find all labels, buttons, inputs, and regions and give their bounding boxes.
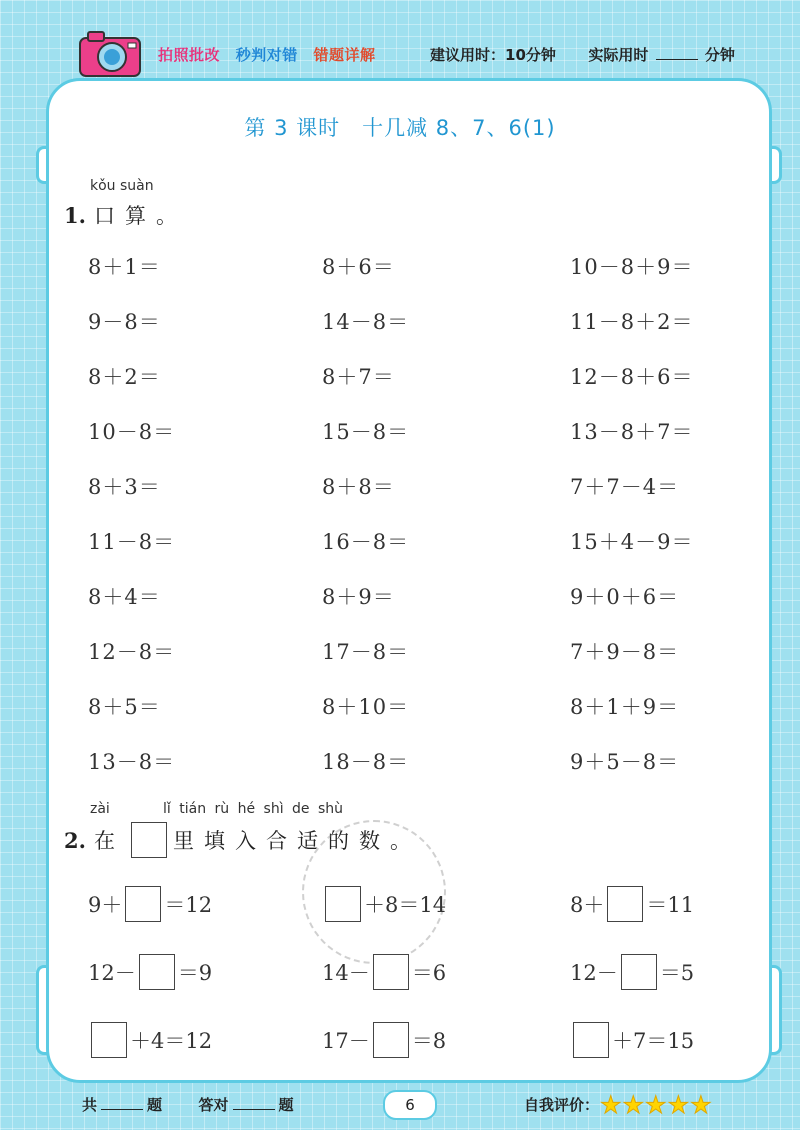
q2-item (570, 886, 694, 922)
q1-expression: 9＋0＋6＝ (570, 585, 680, 609)
q1-number: 1. (64, 203, 86, 228)
q2-pinyin-after: lǐ tián rù hé shì de shù (163, 801, 344, 817)
q1-expression: 14－8＝ (322, 310, 410, 334)
q1-expression: 9＋5－8＝ (570, 750, 680, 774)
q2-before: 14－ (322, 961, 370, 985)
answer-box[interactable] (373, 1022, 409, 1058)
q2-before: 12－ (570, 961, 618, 985)
star-icon[interactable]: ★ (622, 1090, 645, 1119)
self-evaluation (524, 1090, 712, 1119)
q1-expression: 15－8＝ (322, 420, 410, 444)
q1-expression: 8＋10＝ (322, 695, 410, 719)
answer-box[interactable] (607, 886, 643, 922)
answer-box[interactable] (373, 954, 409, 990)
tag-photo-grading: 拍照批改 (158, 46, 221, 64)
q1-char: 口 (93, 204, 115, 228)
q2-char: 合 (265, 829, 287, 853)
question-unit: 题 (147, 1096, 163, 1114)
q1-expression: 17－8＝ (322, 640, 410, 664)
q2-after: ＋7＝15 (612, 1029, 695, 1053)
question-unit: 题 (278, 1096, 294, 1114)
q1-expression: 12－8＝ (88, 640, 176, 664)
q1-expression: 7＋7－4＝ (570, 475, 680, 499)
q2-pinyin-before: zài (90, 801, 110, 817)
q2-char: 在 (93, 829, 115, 853)
star-icon[interactable]: ★ (690, 1090, 712, 1119)
q1-expression: 8＋5＝ (88, 695, 161, 719)
q2-after: ＝8 (411, 1029, 447, 1053)
q2-after: ＝6 (411, 961, 447, 985)
q1-expression: 8＋6＝ (322, 255, 395, 279)
q2-item (322, 1022, 446, 1058)
q2-item (322, 886, 446, 922)
q2-item (570, 954, 694, 990)
q2-item (88, 954, 212, 990)
q1-char: 算 (124, 204, 146, 228)
tag-error-explain: 错题详解 (313, 46, 376, 64)
q1-expression: 11－8＋2＝ (570, 310, 694, 334)
q1-expression: 8＋3＝ (88, 475, 161, 499)
page-number: 6 (383, 1090, 437, 1120)
q2-before: 12－ (88, 961, 136, 985)
answer-box[interactable] (621, 954, 657, 990)
q1-expression: 15＋4－9＝ (570, 530, 694, 554)
answer-box[interactable] (125, 886, 161, 922)
q1-expression: 8＋1＝ (88, 255, 161, 279)
answer-box[interactable] (325, 886, 361, 922)
q1-expression: 8＋8＝ (322, 475, 395, 499)
q2-item (322, 954, 446, 990)
q2-number: 2. (64, 827, 86, 853)
q2-item (88, 886, 212, 922)
self-eval-label: 自我评价： (524, 1096, 600, 1114)
q1-expression: 18－8＝ (322, 750, 410, 774)
q1-expression: 8＋1＋9＝ (570, 695, 680, 719)
q2-before: 8＋ (570, 893, 605, 917)
q1-expression: 12－8＋6＝ (570, 365, 694, 389)
q2-char: 填 (203, 829, 225, 853)
actual-time-unit: 分钟 (704, 46, 735, 64)
q1-expression: 16－8＝ (322, 530, 410, 554)
q1-expression: 13－8＝ (88, 750, 176, 774)
q1-expression: 7＋9－8＝ (570, 640, 680, 664)
q2-char: 的 (327, 829, 349, 853)
lesson-title: 第 3 课时 十几减 8、7、6(1) (244, 116, 556, 140)
q2-char: 数 (358, 829, 380, 853)
total-label: 共 (82, 1096, 98, 1114)
total-blank[interactable] (101, 1095, 143, 1110)
correct-blank[interactable] (233, 1095, 275, 1110)
q2-example-box (131, 822, 167, 858)
tag-instant-check: 秒判对错 (235, 46, 298, 64)
q2-after: ＋8＝14 (364, 893, 447, 917)
answer-box[interactable] (91, 1022, 127, 1058)
q2-before: 9＋ (88, 893, 123, 917)
q2-char: 适 (296, 829, 318, 853)
actual-time-label: 实际用时 (588, 46, 649, 64)
q1-expression: 8＋9＝ (322, 585, 395, 609)
q2-item (88, 1022, 212, 1058)
star-icon[interactable]: ★ (667, 1090, 690, 1119)
q1-expression: 8＋4＝ (88, 585, 161, 609)
q2-after: ＝5 (659, 961, 695, 985)
q2-after: ＝11 (646, 893, 695, 917)
feature-tags (158, 44, 386, 65)
score-summary (82, 1094, 294, 1115)
footer (0, 1085, 800, 1125)
q2-after: ＝12 (164, 893, 213, 917)
actual-time-blank[interactable] (656, 45, 698, 60)
camera-icon (78, 30, 142, 78)
q1-expression: 8＋7＝ (322, 365, 395, 389)
time-info (430, 44, 735, 65)
top-bar (0, 0, 800, 78)
q1-char: 。 (155, 204, 177, 228)
suggested-time: 建议用时：10分钟 (430, 46, 556, 64)
q2-item (570, 1022, 694, 1058)
q1-expression: 10－8＝ (88, 420, 176, 444)
q1-expression: 11－8＝ (88, 530, 176, 554)
q2-after: ＋4＝12 (130, 1029, 213, 1053)
q1-pinyin: kǒu suàn (90, 178, 154, 194)
q2-before: 17－ (322, 1029, 370, 1053)
answer-box[interactable] (139, 954, 175, 990)
q2-after: ＝9 (177, 961, 213, 985)
q1-expression: 8＋2＝ (88, 365, 161, 389)
q1-expression: 10－8＋9＝ (570, 255, 694, 279)
answer-box[interactable] (573, 1022, 609, 1058)
q1-expression: 9－8＝ (88, 310, 161, 334)
q2-char: 。 (389, 829, 411, 853)
star-icon[interactable]: ★ (645, 1090, 667, 1119)
correct-label: 答对 (198, 1096, 229, 1114)
q1-heading (64, 200, 187, 230)
q2-char: 里 (172, 829, 194, 853)
star-icon[interactable]: ★ (600, 1090, 622, 1119)
q1-expression: 13－8＋7＝ (570, 420, 694, 444)
q2-char: 入 (234, 829, 256, 853)
